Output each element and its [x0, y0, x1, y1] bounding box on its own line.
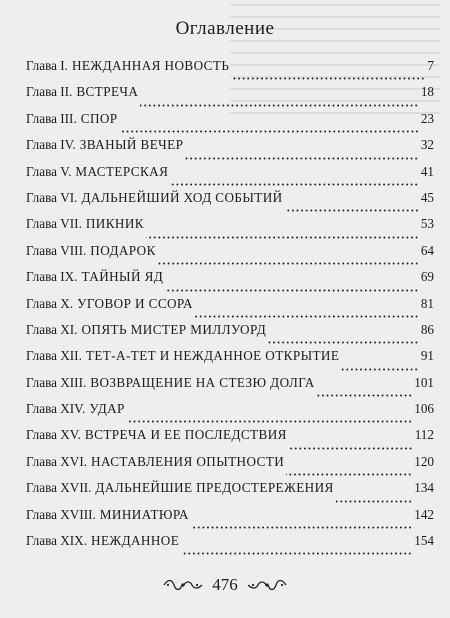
toc-entry: [26, 296, 434, 322]
chapter-page: 120: [414, 453, 434, 469]
chapter-number: Глава XVI.: [26, 453, 88, 469]
chapter-number: Глава XIII.: [26, 374, 87, 390]
chapter-number: Глава XVII.: [26, 480, 92, 496]
dot-leader: [289, 447, 413, 450]
dot-leader: [268, 341, 419, 344]
toc-entry: [26, 137, 434, 163]
chapter-number: Глава XIX.: [26, 533, 88, 549]
chapter-page: 91: [420, 348, 434, 364]
chapter-title: ВСТРЕЧА И ЕЕ ПОСЛЕДСТВИЯ: [84, 427, 287, 443]
chapter-page: 18: [420, 84, 434, 100]
chapter-number: Глава XV.: [26, 427, 81, 443]
chapter-number: Глава II.: [26, 84, 73, 100]
chapter-page: 101: [414, 374, 434, 390]
dot-leader: [181, 552, 412, 555]
chapter-page: 53: [420, 216, 434, 232]
chapter-page: 32: [420, 137, 434, 153]
chapter-page: 23: [420, 110, 434, 126]
dot-leader: [158, 262, 419, 265]
toc-entry: [26, 401, 434, 427]
chapter-page: 86: [420, 321, 434, 337]
page-footer: [0, 575, 450, 595]
toc-entry: [26, 216, 434, 242]
chapter-title: УГОВОР И ССОРА: [77, 295, 193, 311]
page-title: Оглавление: [175, 18, 275, 39]
dot-leader: [286, 473, 412, 476]
table-of-contents: [26, 58, 434, 559]
chapter-number: Глава XII.: [26, 348, 82, 364]
toc-entry: [26, 533, 434, 559]
toc-entry: [26, 269, 434, 295]
dot-leader: [120, 130, 419, 133]
chapter-page: 41: [420, 163, 434, 179]
dot-leader: [127, 420, 412, 423]
chapter-title: МАСТЕРСКАЯ: [75, 163, 169, 179]
chapter-number: Глава IV.: [26, 137, 76, 153]
chapter-number: Глава V.: [26, 163, 72, 179]
dot-leader: [341, 368, 418, 371]
chapter-page: 7: [427, 58, 434, 73]
dot-leader: [165, 289, 419, 292]
chapter-page: 64: [420, 242, 434, 258]
toc-entry: [26, 348, 434, 374]
dot-leader: [170, 183, 419, 186]
chapter-page: 69: [420, 269, 434, 285]
chapter-page: 142: [414, 506, 434, 522]
toc-entry: [26, 58, 434, 84]
chapter-title: ПИКНИК: [85, 216, 144, 232]
chapter-title: УДАР: [89, 401, 125, 417]
toc-entry: [26, 190, 434, 216]
chapter-number: Глава VI.: [26, 189, 78, 205]
chapter-title: СПОР: [80, 110, 118, 126]
chapter-number: Глава VII.: [26, 216, 82, 232]
toc-entry: [26, 111, 434, 137]
dot-leader: [146, 236, 419, 239]
scroll-ornament-icon: [246, 578, 288, 592]
chapter-number: Глава VIII.: [26, 242, 87, 258]
dot-leader: [140, 104, 419, 107]
chapter-page: 112: [414, 427, 434, 443]
toc-entry: [26, 375, 434, 401]
chapter-title: ОПЯТЬ МИСТЕР МИЛЛУОРД: [81, 321, 267, 337]
chapter-page: 134: [414, 480, 434, 496]
chapter-title: ВОЗВРАЩЕНИЕ НА СТЕЗЮ ДОЛГА: [90, 374, 315, 390]
chapter-title: НЕЖДАННАЯ НОВОСТЬ: [71, 58, 230, 73]
chapter-page: 81: [420, 295, 434, 311]
toc-entry: [26, 454, 434, 480]
chapter-page: 106: [414, 401, 434, 417]
toc-entry: [26, 480, 434, 506]
chapter-title: ЗВАНЫЙ ВЕЧЕР: [79, 137, 184, 153]
chapter-title: НЕЖДАННОЕ: [91, 533, 180, 549]
page-number: 476: [212, 575, 238, 594]
toc-entry: [26, 322, 434, 348]
chapter-title: ВСТРЕЧА: [76, 84, 139, 100]
chapter-number: Глава XIV.: [26, 401, 86, 417]
dot-leader: [195, 315, 419, 318]
chapter-title: ПОДАРОК: [90, 242, 156, 258]
chapter-number: Глава III.: [26, 110, 77, 126]
chapter-number: Глава IX.: [26, 269, 78, 285]
chapter-number: Глава I.: [26, 58, 68, 73]
dot-leader: [231, 77, 425, 80]
chapter-number: Глава XVIII.: [26, 506, 96, 522]
dot-leader: [185, 157, 418, 160]
chapter-page: 45: [420, 189, 434, 205]
chapter-title: ТЕТ-А-ТЕТ И НЕЖДАННОЕ ОТКРЫТИЕ: [85, 348, 340, 364]
toc-entry: [26, 84, 434, 110]
chapter-title: НАСТАВЛЕНИЯ ОПЫТНОСТИ: [91, 453, 285, 469]
scroll-ornament-icon: [162, 578, 204, 592]
dot-leader: [191, 526, 412, 529]
chapter-title: ТАЙНЫЙ ЯД: [81, 269, 164, 285]
toc-entry: [26, 164, 434, 190]
chapter-title: МИНИАТЮРА: [99, 506, 189, 522]
dot-leader: [336, 500, 412, 503]
chapter-number: Глава XI.: [26, 321, 78, 337]
toc-entry: [26, 507, 434, 533]
dot-leader: [285, 209, 419, 212]
toc-entry: [26, 427, 434, 453]
toc-entry: [26, 243, 434, 269]
chapter-title: ДАЛЬНЕЙШИЙ ХОД СОБЫТИЙ: [81, 189, 283, 205]
chapter-number: Глава X.: [26, 295, 74, 311]
chapter-title: ДАЛЬНЕЙШИЕ ПРЕДОСТЕРЕЖЕНИЯ: [95, 480, 334, 496]
chapter-page: 154: [414, 533, 434, 549]
dot-leader: [317, 394, 413, 397]
